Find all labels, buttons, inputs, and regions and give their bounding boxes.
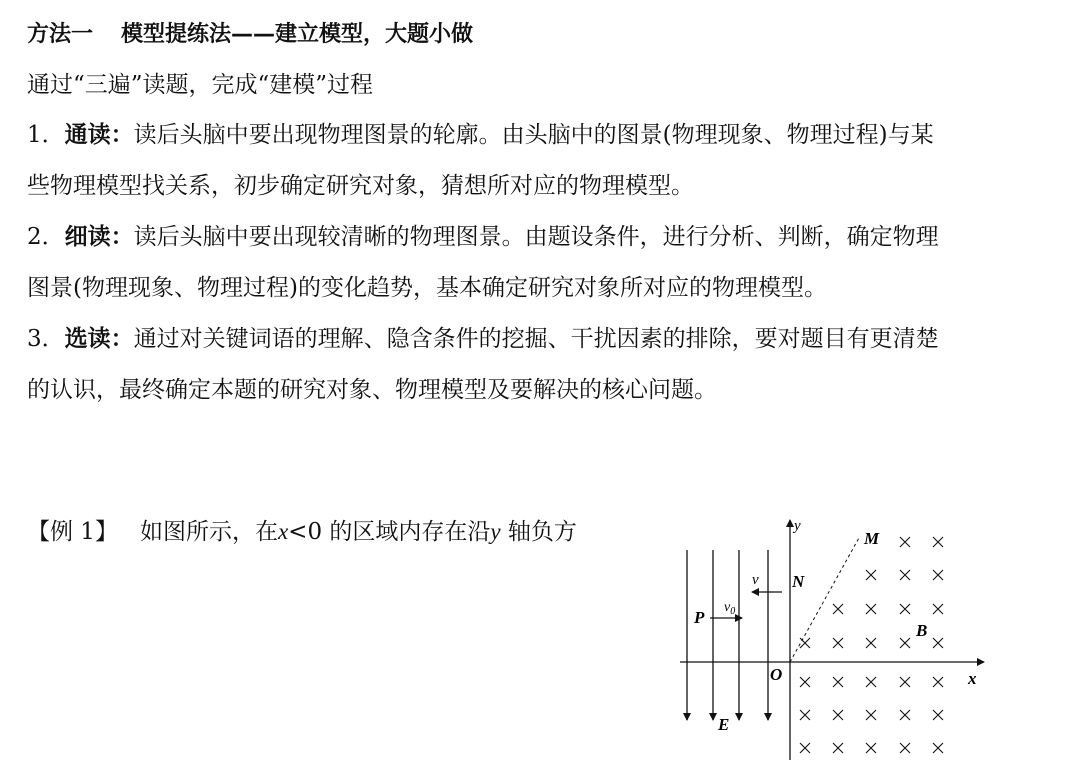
- velocity-v0-label: $v_0$: [724, 600, 736, 617]
- cross-mark: [900, 537, 910, 547]
- step-1-cont: 些物理模型找关系，初步确定研究对象，猜想所对应的物理模型。: [27, 173, 694, 199]
- cross-mark: [900, 677, 910, 687]
- step-2-text: 读后头脑中要出现较清晰的物理图景。由题设条件，进行分析、判断，确定物理: [133, 224, 939, 250]
- boundary-om: [790, 536, 860, 662]
- cross-mark: [900, 743, 910, 753]
- method-name: 模型提练法——建立模型，大题小做: [121, 22, 474, 47]
- example-t2: 的区域内存在沿: [322, 519, 491, 545]
- point-m-label: M: [864, 529, 880, 548]
- method-title: [27, 20, 473, 50]
- step-2-number: 2．: [27, 224, 65, 250]
- cross-mark: [833, 710, 843, 720]
- step-3-text: 通过对关键词语的理解、隐含条件的挖掘、干扰因素的排除，要对题目有更清楚: [133, 326, 939, 352]
- step-2: [27, 222, 939, 252]
- step-1: [27, 120, 934, 150]
- cross-mark: [866, 604, 876, 614]
- example-label: 【例 1】: [27, 519, 118, 545]
- cross-mark: [800, 743, 810, 753]
- cross-mark: [833, 743, 843, 753]
- cross-mark: [866, 743, 876, 753]
- physics-figure: [672, 512, 992, 762]
- step-3-cont: 的认识，最终确定本题的研究对象、物理模型及要解决的核心问题。: [27, 377, 717, 403]
- example-text: [27, 517, 577, 547]
- cross-mark: [900, 604, 910, 614]
- field-e-label: E: [718, 715, 730, 734]
- step-3-label: 选读：: [64, 325, 134, 352]
- cross-mark: [900, 638, 910, 648]
- example-t1: 如图所示，在: [139, 519, 278, 545]
- step-3-number: 3．: [27, 326, 65, 352]
- cross-mark: [800, 710, 810, 720]
- cross-mark: [933, 710, 943, 720]
- intro-text: 通过“三遍”读题，完成“建模”过程: [27, 72, 374, 98]
- cross-mark: [933, 743, 943, 753]
- cross-mark: [866, 710, 876, 720]
- cross-mark: [800, 677, 810, 687]
- point-n-label: N: [792, 572, 805, 591]
- step-1-label: 通读：: [64, 121, 134, 148]
- velocity-v-label: v: [752, 572, 759, 588]
- axis-label-y: y: [794, 518, 801, 534]
- cross-mark: [833, 638, 843, 648]
- step-2-label: 细读：: [64, 223, 134, 250]
- cross-mark: [933, 537, 943, 547]
- step-3: [27, 324, 939, 354]
- var-x: x: [277, 519, 289, 544]
- step-2-cont: 图景(物理现象、物理过程)的变化趋势，基本确定研究对象所对应的物理模型。: [27, 275, 827, 301]
- var-y: y: [490, 519, 501, 544]
- magnetic-field-crosses: [800, 537, 943, 753]
- cross-mark: [900, 570, 910, 580]
- field-b-label: B: [916, 621, 928, 640]
- cross-mark: [933, 638, 943, 648]
- cross-mark: [900, 710, 910, 720]
- example-lt: <0: [288, 519, 323, 545]
- cross-mark: [833, 677, 843, 687]
- cross-mark: [933, 604, 943, 614]
- origin-label: O: [770, 665, 783, 684]
- cross-mark: [833, 604, 843, 614]
- example-t3: 轴负方: [500, 519, 577, 545]
- point-p-label: P: [694, 608, 705, 627]
- cross-mark: [866, 677, 876, 687]
- cross-mark: [933, 677, 943, 687]
- cross-mark: [800, 638, 810, 648]
- axis-label-x: x: [968, 669, 977, 688]
- step-1-number: 1．: [27, 122, 65, 148]
- cross-mark: [866, 638, 876, 648]
- step-1-text: 读后头脑中要出现物理图景的轮廓。由头脑中的图景(物理现象、物理过程)与某: [133, 122, 934, 148]
- cross-mark: [866, 570, 876, 580]
- method-number: 方法一: [27, 22, 94, 47]
- cross-mark: [933, 570, 943, 580]
